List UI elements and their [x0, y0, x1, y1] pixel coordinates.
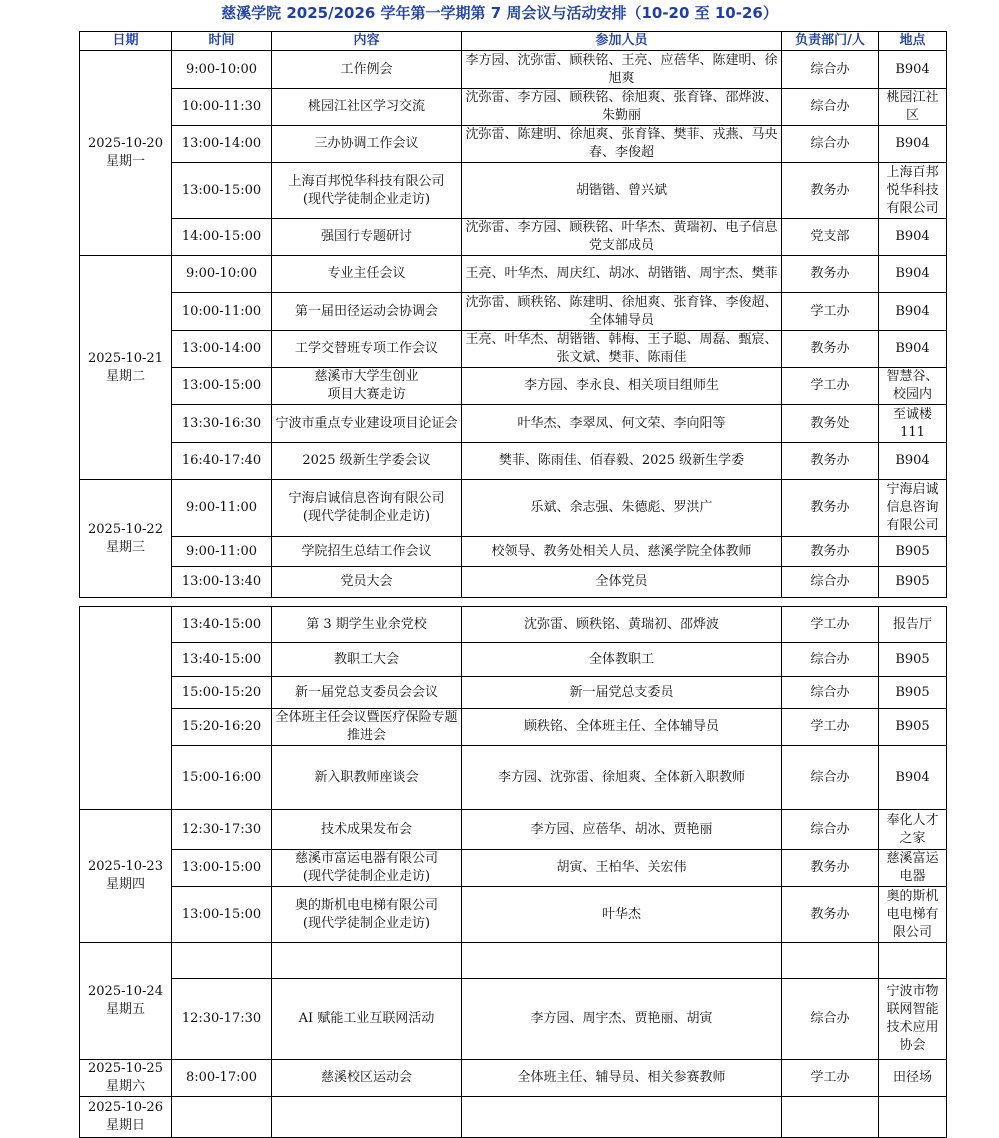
table-row: [80, 89, 947, 126]
place-cell: 慈溪富运电器: [879, 850, 947, 887]
content-cell: 慈溪市大学生创业 项目大赛走访: [272, 368, 462, 405]
time-cell: [172, 1097, 272, 1138]
place-cell: 奥的斯机电电梯有限公司: [879, 887, 947, 943]
table-row: [80, 677, 947, 709]
schedule-table-part2: [79, 606, 947, 1138]
place-cell: B904: [879, 256, 947, 293]
dept-cell: 综合办: [782, 979, 879, 1060]
place-cell: 上海百邦悦华科技有限公司: [879, 163, 947, 219]
participants-cell: 王亮、叶华杰、胡锴锴、韩梅、王子聪、周磊、甄宸、张文斌、樊菲、陈雨佳: [462, 331, 782, 368]
date-cell: 2025-10-26 星期日: [80, 1097, 172, 1138]
place-cell: [879, 1097, 947, 1138]
page-title: 慈溪学院 2025/2026 学年第一学期第 7 周会议与活动安排（10-20 至 10-26）: [221, 4, 778, 22]
time-cell: 13:40-15:00: [172, 607, 272, 643]
content-cell: 工学交替班专项工作会议: [272, 331, 462, 368]
dept-cell: 综合办: [782, 51, 879, 89]
schedule-table-part1: [79, 31, 947, 598]
dept-cell: 综合办: [782, 677, 879, 709]
participants-cell: 樊菲、陈雨佳、佰春毅、2025 级新生学委: [462, 443, 782, 480]
dept-cell: 教务办: [782, 331, 879, 368]
table-row: [80, 1097, 947, 1138]
date-cell: 2025-10-25 星期六: [80, 1060, 172, 1097]
dept-cell: 学工办: [782, 293, 879, 331]
date-cell: 2025-10-20 星期一: [80, 51, 172, 256]
participants-cell: [462, 1097, 782, 1138]
time-cell: 13:00-14:00: [172, 126, 272, 163]
content-cell: 教职工大会: [272, 643, 462, 677]
place-cell: 至诚楼111: [879, 405, 947, 443]
dept-cell: 综合办: [782, 746, 879, 810]
place-cell: 桃园江社区: [879, 89, 947, 126]
place-cell: B904: [879, 331, 947, 368]
date-cell: 2025-10-22 星期三: [80, 480, 172, 598]
dept-cell: 学工办: [782, 709, 879, 746]
table-row: [80, 126, 947, 163]
content-cell: 2025 级新生学委会议: [272, 443, 462, 480]
place-cell: B904: [879, 219, 947, 256]
time-cell: 9:00-11:00: [172, 480, 272, 537]
table-row: [80, 443, 947, 480]
content-cell: 慈溪校区运动会: [272, 1060, 462, 1097]
table-row: [80, 163, 947, 219]
time-cell: 16:40-17:40: [172, 443, 272, 480]
dept-cell: 教务办: [782, 480, 879, 537]
time-cell: 15:00-16:00: [172, 746, 272, 810]
table-row: [80, 51, 947, 89]
participants-cell: 乐斌、余志强、朱德彪、罗洪广: [462, 480, 782, 537]
date-cell: 2025-10-21 星期二: [80, 256, 172, 480]
header-row: [80, 32, 947, 51]
dept-cell: 综合办: [782, 810, 879, 850]
header-place: 地点: [879, 32, 947, 51]
content-cell: 宁波市重点专业建设项目论证会: [272, 405, 462, 443]
table-row: [80, 537, 947, 567]
table-row: [80, 943, 947, 979]
place-cell: B905: [879, 567, 947, 598]
time-cell: 14:00-15:00: [172, 219, 272, 256]
place-cell: 智慧谷、校园内: [879, 368, 947, 405]
participants-cell: 沈弥雷、李方园、顾秩铭、徐旭爽、张育锋、邵烨波、朱勤丽: [462, 89, 782, 126]
content-cell: 学院招生总结工作会议: [272, 537, 462, 567]
participants-cell: 顾秩铭、全体班主任、全体辅导员: [462, 709, 782, 746]
time-cell: 13:00-14:00: [172, 331, 272, 368]
table-row: [80, 405, 947, 443]
table-row: [80, 331, 947, 368]
time-cell: 13:00-15:00: [172, 368, 272, 405]
time-cell: 13:00-15:00: [172, 887, 272, 943]
content-cell: 新入职教师座谈会: [272, 746, 462, 810]
content-cell: 慈溪市富运电器有限公司 (现代学徒制企业走访): [272, 850, 462, 887]
content-cell: [272, 943, 462, 979]
time-cell: 9:00-10:00: [172, 51, 272, 89]
time-cell: 12:30-17:30: [172, 979, 272, 1060]
content-cell: 宁海启诚信息咨询有限公司 (现代学徒制企业走访): [272, 480, 462, 537]
participants-cell: 全体教职工: [462, 643, 782, 677]
table-row: [80, 256, 947, 293]
time-cell: 12:30-17:30: [172, 810, 272, 850]
content-cell: 第 3 期学生业余党校: [272, 607, 462, 643]
content-cell: 专业主任会议: [272, 256, 462, 293]
dept-cell: 教务办: [782, 443, 879, 480]
table-row: [80, 607, 947, 643]
table-row: [80, 480, 947, 537]
dept-cell: 综合办: [782, 126, 879, 163]
header-content: 内容: [272, 32, 462, 51]
dept-cell: 教务处: [782, 405, 879, 443]
place-cell: B905: [879, 709, 947, 746]
dept-cell: 综合办: [782, 89, 879, 126]
participants-cell: 叶华杰: [462, 887, 782, 943]
header-time: 时间: [172, 32, 272, 51]
participants-cell: 李方园、李永良、相关项目组师生: [462, 368, 782, 405]
place-cell: B904: [879, 51, 947, 89]
header-date: 日期: [80, 32, 172, 51]
place-cell: B904: [879, 126, 947, 163]
participants-cell: 李方园、应蓓华、胡冰、贾艳丽: [462, 810, 782, 850]
content-cell: [272, 1097, 462, 1138]
time-cell: 15:00-15:20: [172, 677, 272, 709]
place-cell: B904: [879, 443, 947, 480]
table-row: [80, 850, 947, 887]
time-cell: 13:30-16:30: [172, 405, 272, 443]
participants-cell: 王亮、叶华杰、周庆红、胡冰、胡锴锴、周宇杰、樊菲: [462, 256, 782, 293]
table-row: [80, 709, 947, 746]
content-cell: 党员大会: [272, 567, 462, 598]
place-cell: 宁海启诚信息咨询有限公司: [879, 480, 947, 537]
table-row: [80, 368, 947, 405]
content-cell: 第一届田径运动会协调会: [272, 293, 462, 331]
time-cell: [172, 943, 272, 979]
dept-cell: [782, 943, 879, 979]
place-cell: 奉化人才之家: [879, 810, 947, 850]
time-cell: 15:20-16:20: [172, 709, 272, 746]
dept-cell: [782, 1097, 879, 1138]
content-cell: 奥的斯机电电梯有限公司 (现代学徒制企业走访): [272, 887, 462, 943]
dept-cell: 教务办: [782, 537, 879, 567]
content-cell: 技术成果发布会: [272, 810, 462, 850]
time-cell: 13:40-15:00: [172, 643, 272, 677]
participants-cell: 沈弥雷、顾秩铭、陈建明、徐旭爽、张育锋、李俊超、全体辅导员: [462, 293, 782, 331]
table-row: [80, 810, 947, 850]
dept-cell: 教务办: [782, 887, 879, 943]
header-dept: 负责部门/人: [782, 32, 879, 51]
time-cell: 10:00-11:30: [172, 89, 272, 126]
participants-cell: 沈弥雷、陈建明、徐旭爽、张育锋、樊菲、戎燕、马央春、李俊超: [462, 126, 782, 163]
table-row: [80, 1060, 947, 1097]
participants-cell: 全体班主任、辅导员、相关参赛教师: [462, 1060, 782, 1097]
participants-cell: 叶华杰、李翠凤、何文荣、李向阳等: [462, 405, 782, 443]
content-cell: AI 赋能工业互联网活动: [272, 979, 462, 1060]
table-row: [80, 219, 947, 256]
place-cell: 报告厅: [879, 607, 947, 643]
dept-cell: 教务办: [782, 256, 879, 293]
place-cell: B905: [879, 643, 947, 677]
dept-cell: 综合办: [782, 567, 879, 598]
content-cell: 工作例会: [272, 51, 462, 89]
content-cell: 桃园江社区学习交流: [272, 89, 462, 126]
participants-cell: 沈弥雷、李方园、顾秩铭、叶华杰、黄瑞初、电子信息党支部成员: [462, 219, 782, 256]
dept-cell: 学工办: [782, 368, 879, 405]
participants-cell: 李方园、沈弥雷、顾秩铭、王亮、应蓓华、陈建明、徐旭爽: [462, 51, 782, 89]
participants-cell: 李方园、周宇杰、贾艳丽、胡寅: [462, 979, 782, 1060]
participants-cell: 胡寅、王柏华、关宏伟: [462, 850, 782, 887]
place-cell: [879, 943, 947, 979]
participants-cell: 全体党员: [462, 567, 782, 598]
date-cell: [80, 607, 172, 810]
participants-cell: [462, 943, 782, 979]
place-cell: B905: [879, 537, 947, 567]
content-cell: 全体班主任会议暨医疗保险专题推进会: [272, 709, 462, 746]
place-cell: 田径场: [879, 1060, 947, 1097]
place-cell: B905: [879, 677, 947, 709]
dept-cell: 教务办: [782, 163, 879, 219]
participants-cell: 新一届党总支委员: [462, 677, 782, 709]
participants-cell: 校领导、教务处相关人员、慈溪学院全体教师: [462, 537, 782, 567]
participants-cell: 胡锴锴、曾兴斌: [462, 163, 782, 219]
dept-cell: 党支部: [782, 219, 879, 256]
time-cell: 8:00-17:00: [172, 1060, 272, 1097]
content-cell: 新一届党总支委员会会议: [272, 677, 462, 709]
dept-cell: 教务办: [782, 850, 879, 887]
table-row: [80, 887, 947, 943]
table-row: [80, 746, 947, 810]
dept-cell: 综合办: [782, 643, 879, 677]
dept-cell: 学工办: [782, 607, 879, 643]
header-participants: 参加人员: [462, 32, 782, 51]
place-cell: B904: [879, 293, 947, 331]
content-cell: 三办协调工作会议: [272, 126, 462, 163]
table-row: [80, 979, 947, 1060]
time-cell: 9:00-11:00: [172, 537, 272, 567]
table-row: [80, 643, 947, 677]
content-cell: 强国行专题研讨: [272, 219, 462, 256]
participants-cell: 李方园、沈弥雷、徐旭爽、全体新入职教师: [462, 746, 782, 810]
time-cell: 10:00-11:00: [172, 293, 272, 331]
dept-cell: 学工办: [782, 1060, 879, 1097]
content-cell: 上海百邦悦华科技有限公司 (现代学徒制企业走访): [272, 163, 462, 219]
table-row: [80, 567, 947, 598]
participants-cell: 沈弥雷、顾秩铭、黄瑞初、邵烨波: [462, 607, 782, 643]
time-cell: 13:00-15:00: [172, 850, 272, 887]
place-cell: 宁波市物联网智能技术应用协会: [879, 979, 947, 1060]
table-row: [80, 293, 947, 331]
date-cell: 2025-10-23 星期四: [80, 810, 172, 943]
time-cell: 13:00-15:00: [172, 163, 272, 219]
date-cell: 2025-10-24 星期五: [80, 943, 172, 1060]
place-cell: B904: [879, 746, 947, 810]
time-cell: 9:00-10:00: [172, 256, 272, 293]
time-cell: 13:00-13:40: [172, 567, 272, 598]
